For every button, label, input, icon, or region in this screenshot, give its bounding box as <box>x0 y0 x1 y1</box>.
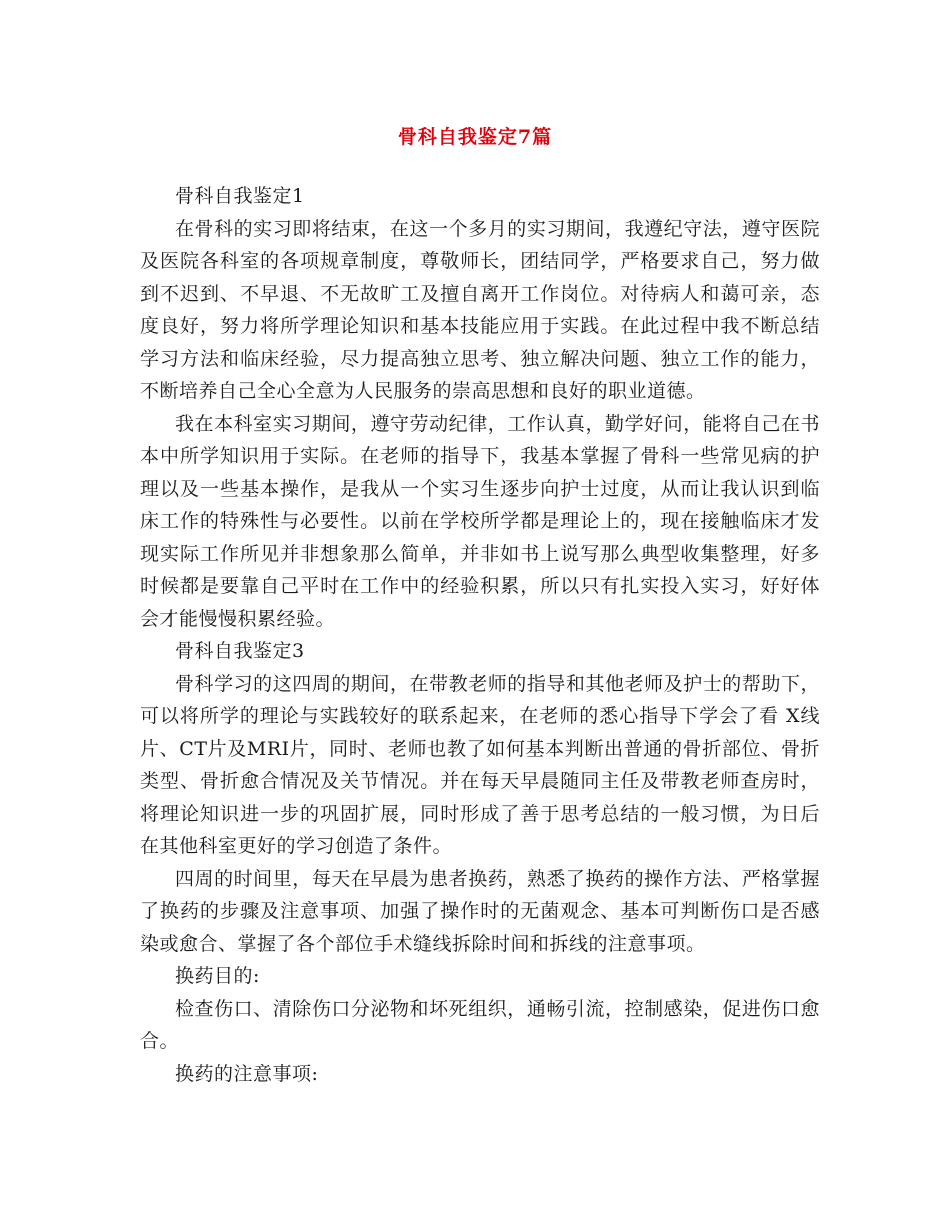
body-paragraph: 四周的时间里，每天在早晨为患者换药，熟悉了换药的操作方法、严格掌握了换药的步骤及注意事项、加强了操作时的无菌观念、基本可判断伤口是否感染或愈合、掌握了各个部位手术缝线拆除时间和拆线的注意事项。 <box>140 867 820 955</box>
subheading-dressing-notes: 换药的注意事项: <box>175 1062 319 1085</box>
body-paragraph: 我在本科室实习期间，遵守劳动纪律，工作认真，勤学好问，能将自己在书本中所学知识用于实际。在老师的指导下，我基本掌握了骨科一些常见病的护理以及一些基本操作，是我从一个实习生逐步向护士过度，从而让我认识到临床工作的特殊性与必要性。以前在学校所学都是理论上的，现在接触临床才发现实际工作所见并非想象那么简单，并非如书上说写那么典型收集整理，好多时候都是要靠自己平时在工作中的经验积累，所以只有扎实投入实习，好好体会才能慢慢积累经验。 <box>140 412 820 630</box>
section-heading-3: 骨科自我鉴定3 <box>175 640 305 662</box>
body-paragraph: 检查伤口、清除伤口分泌物和坏死组织，通畅引流，控制感染，促进伤口愈合。 <box>140 997 820 1052</box>
document-title: 骨科自我鉴定7篇 <box>397 126 553 148</box>
body-paragraph: 骨科学习的这四周的期间，在带教老师的指导和其他老师及护士的帮助下，可以将所学的理论与实践较好的联系起来，在老师的悉心指导下学会了看 X线片、CT片及MRI片，同时、老师也教了如何基本判断出普通的骨折部位、骨折类型、骨折愈合情况及关节情况。并在每天早晨随同主任及带教老师查房时，将理论知识进一步的巩固扩展，同时形成了善于思考总结的一般习惯，为日后在其他科室更好的学习创造了条件。 <box>140 672 820 857</box>
section-heading-1: 骨科自我鉴定1 <box>175 185 305 207</box>
subheading-dressing-purpose: 换药目的: <box>175 965 260 987</box>
body-paragraph: 在骨科的实习即将结束，在这一个多月的实习期间，我遵纪守法，遵守医院及医院各科室的各项规章制度，尊敬师长，团结同学，严格要求自己，努力做到不迟到、不早退、不无故旷工及擅自离开工作岗位。对待病人和蔼可亲，态度良好，努力将所学理论知识和基本技能应用于实践。在此过程中我不断总结学习方法和临床经验，尽力提高独立思考、独立解决问题、独立工作的能力，不断培养自己全心全意为人民服务的崇高思想和良好的职业道德。 <box>140 217 820 402</box>
document-body <box>140 180 820 1090</box>
